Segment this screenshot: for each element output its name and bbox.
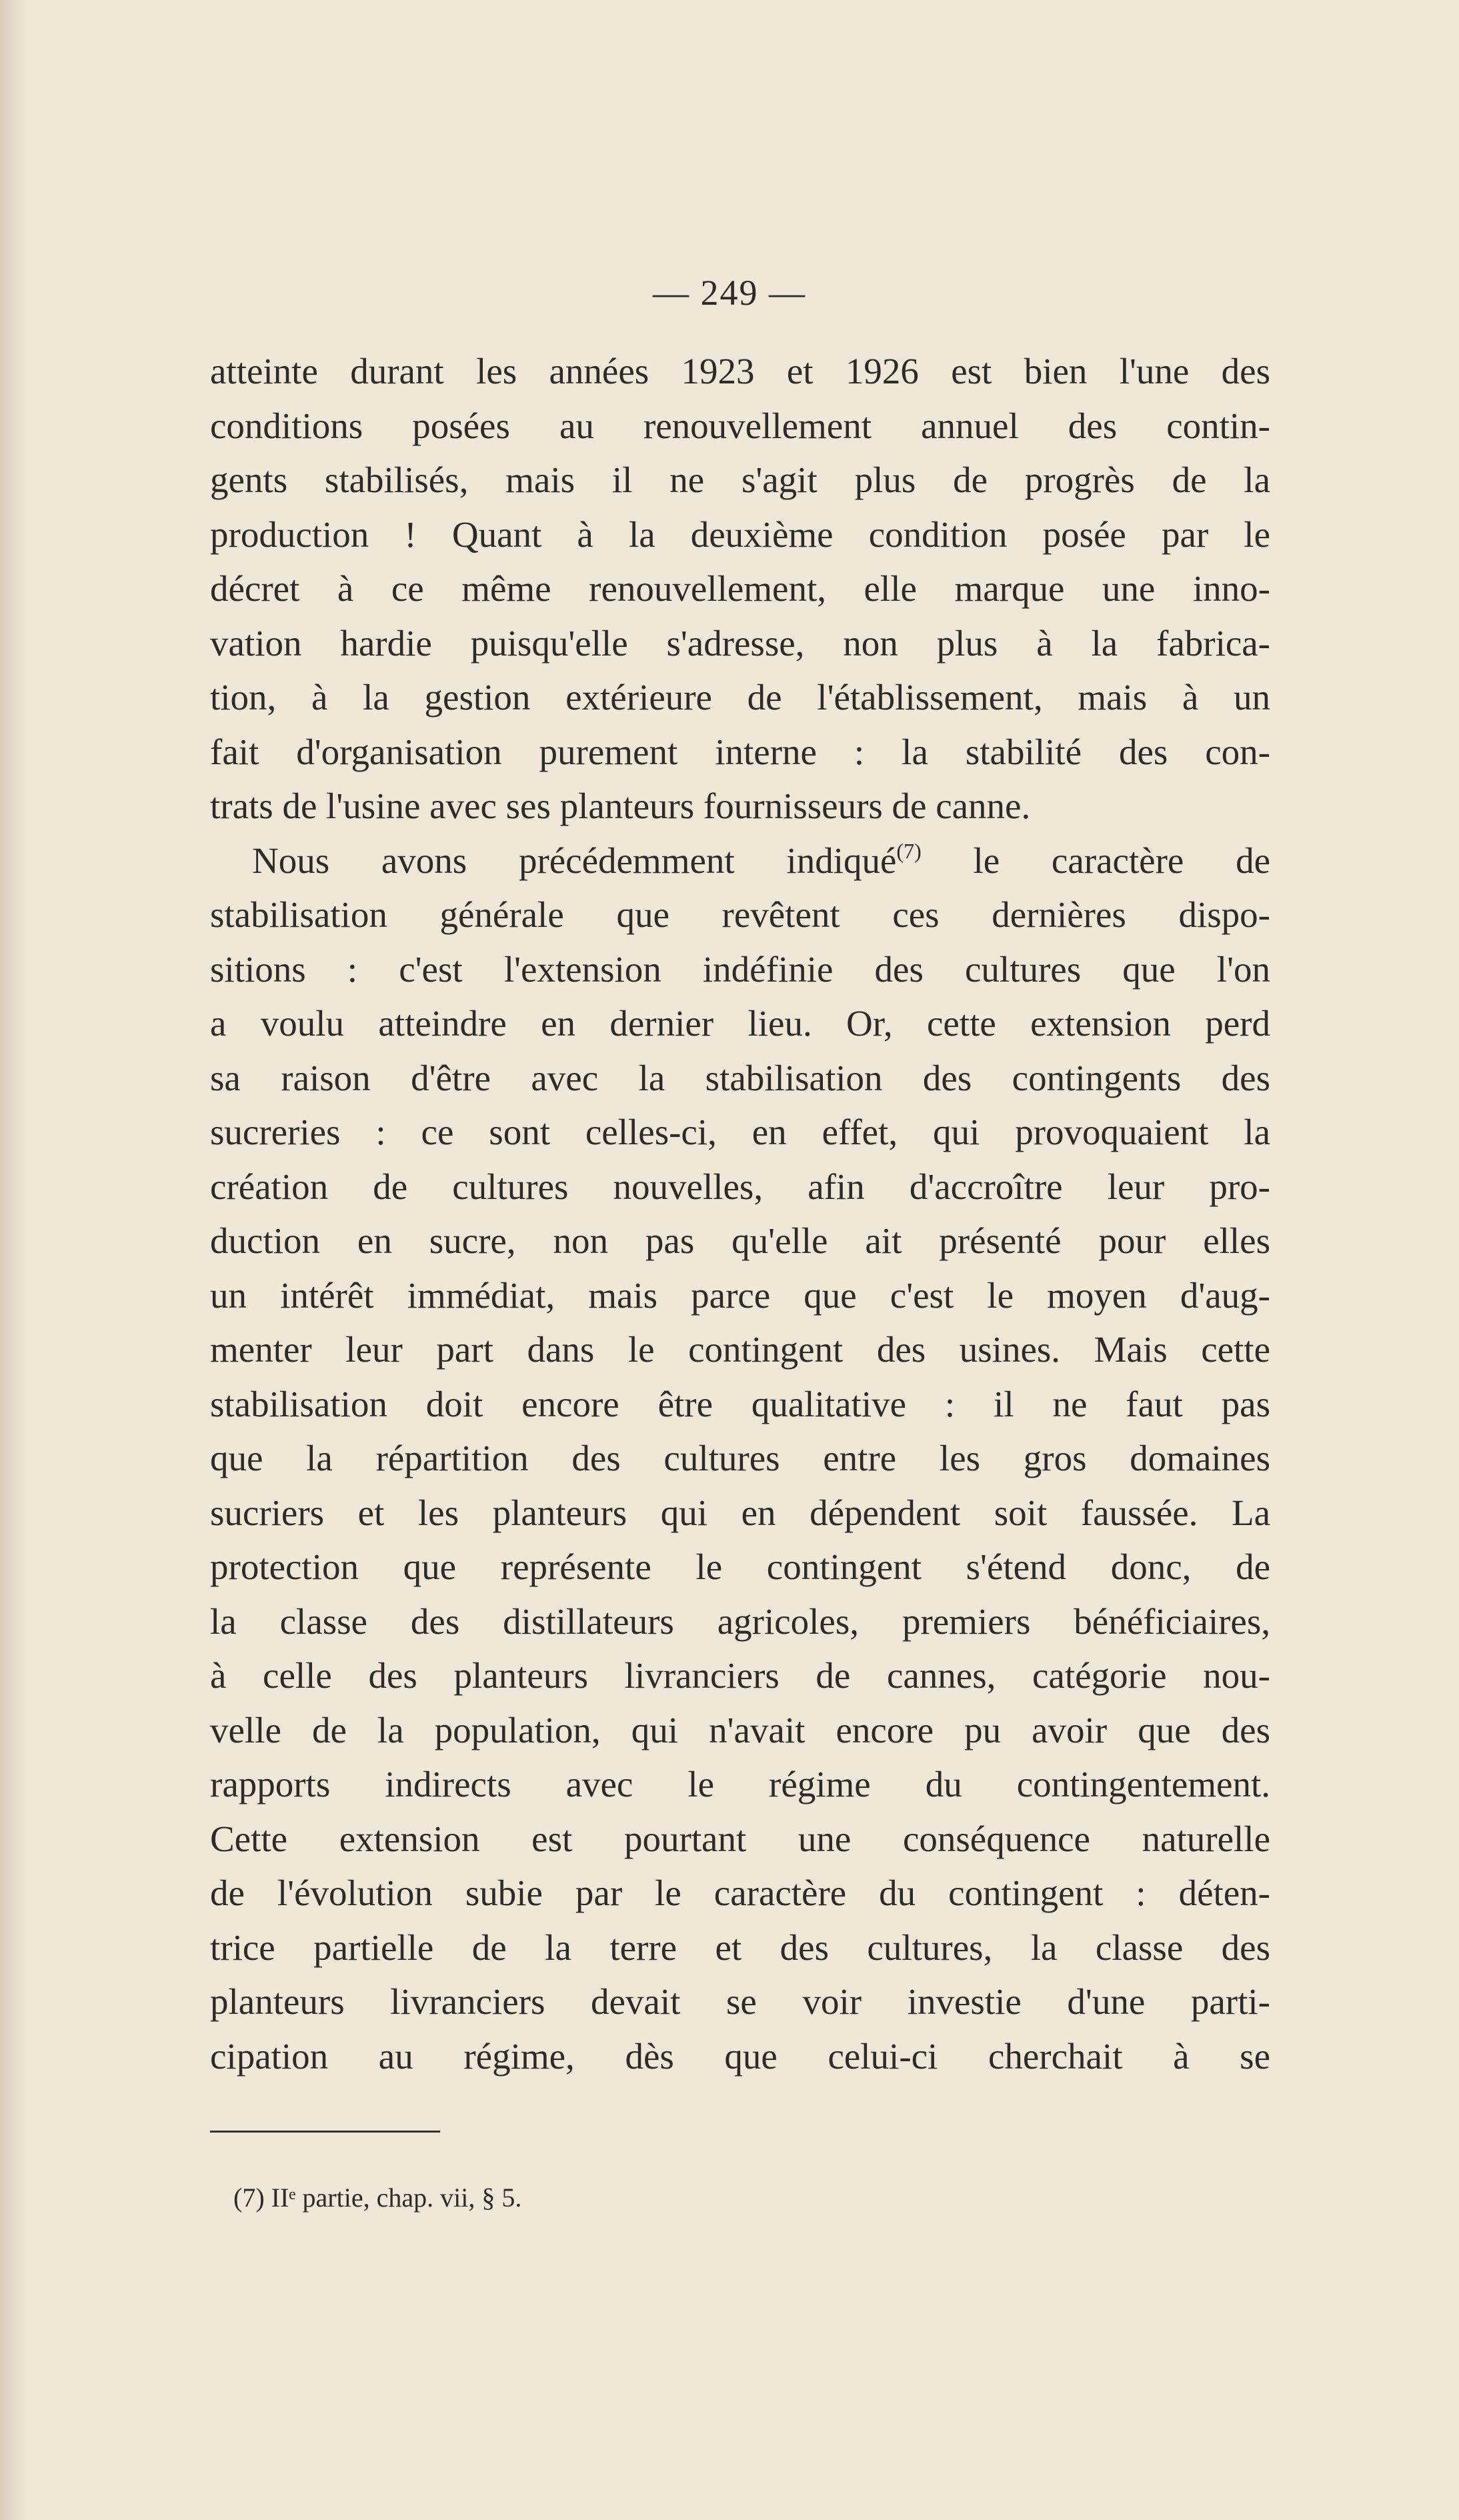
footnote-divider	[210, 2131, 440, 2133]
text-line: trice partielle de la terre et des cultures, la classe des	[210, 1927, 1270, 1968]
text-line: atteinte durant les années 1923 et 1926 est bien l'une des	[210, 351, 1270, 391]
text-line: sitions : c'est l'extension indéfinie des cultures que l'on	[210, 948, 1270, 990]
text-line: menter leur part dans le contingent des usines. Mais cette	[210, 1329, 1270, 1370]
text-line: un intérêt immédiat, mais parce que c'est le moyen d'aug-	[210, 1274, 1270, 1316]
text-line: de l'évolution subie par le caractère du contingent : déten-	[210, 1872, 1270, 1913]
text-line: gents stabilisés, mais il ne s'agit plus de progrès de la	[210, 459, 1270, 500]
text-line: Cette extension est pourtant une conséquence naturelle	[210, 1818, 1270, 1859]
text-line: sa raison d'être avec la stabilisation des contingents des	[210, 1057, 1270, 1098]
paragraph-first-line	[210, 834, 1270, 888]
text-line: production ! Quant à la deuxième condition posée par le	[210, 513, 1270, 555]
page-edge-shadow	[0, 0, 28, 2520]
text-line: sucriers et les planteurs qui en dépendent soit faussée. La	[210, 1492, 1270, 1533]
text-line: que la répartition des cultures entre les gros domaines	[210, 1438, 1270, 1478]
text-line: planteurs livranciers devait se voir investie d'une parti-	[210, 1981, 1270, 2022]
text-line: velle de la population, qui n'avait encore pu avoir que des	[210, 1709, 1270, 1750]
text-line: cipation au régime, dès que celui-ci cherchait à se	[210, 2035, 1270, 2077]
text-line: rapports indirects avec le régime du contingentement.	[210, 1764, 1270, 1804]
body-text	[210, 344, 1270, 2083]
text-line: stabilisation générale que revêtent ces dernières dispo-	[210, 894, 1270, 935]
text-line: décret à ce même renouvellement, elle marque une inno-	[210, 568, 1270, 609]
text-line: à celle des planteurs livranciers de cannes, catégorie nou-	[210, 1655, 1270, 1696]
text-line: fait d'organisation purement interne : la stabilité des con-	[210, 731, 1270, 772]
text-line: conditions posées au renouvellement annuel des contin-	[210, 405, 1270, 446]
text-segment: Nous avons précédemment indiqué	[252, 840, 897, 881]
text-segment: le caractère de	[921, 840, 1270, 881]
text-line: duction en sucre, non pas qu'elle ait présenté pour elles	[210, 1220, 1270, 1261]
text-line: protection que représente le contingent s'étend donc, de	[210, 1546, 1270, 1587]
text-line: vation hardie puisqu'elle s'adresse, non plus à la fabrica-	[210, 622, 1270, 664]
page-number: — 249 —	[653, 273, 806, 313]
text-line: création de cultures nouvelles, afin d'accroître leur pro-	[210, 1166, 1270, 1207]
text-line: sucreries : ce sont celles-ci, en effet, qui provoquaient la	[210, 1112, 1270, 1152]
text-line: a voulu atteindre en dernier lieu. Or, cette extension perd	[210, 1003, 1270, 1044]
text-line: la classe des distillateurs agricoles, premiers bénéficiaires,	[210, 1600, 1270, 1642]
text-line: trats de l'usine avec ses planteurs fournisseurs de canne.	[210, 786, 1031, 826]
text-line: tion, à la gestion extérieure de l'établissement, mais à un	[210, 677, 1270, 718]
text-line: stabilisation doit encore être qualitative : il ne faut pas	[210, 1383, 1270, 1424]
footnote-reference: (7)	[896, 838, 922, 863]
footnote: (7) IIᵉ partie, chap. vii, § 5.	[233, 2183, 522, 2213]
